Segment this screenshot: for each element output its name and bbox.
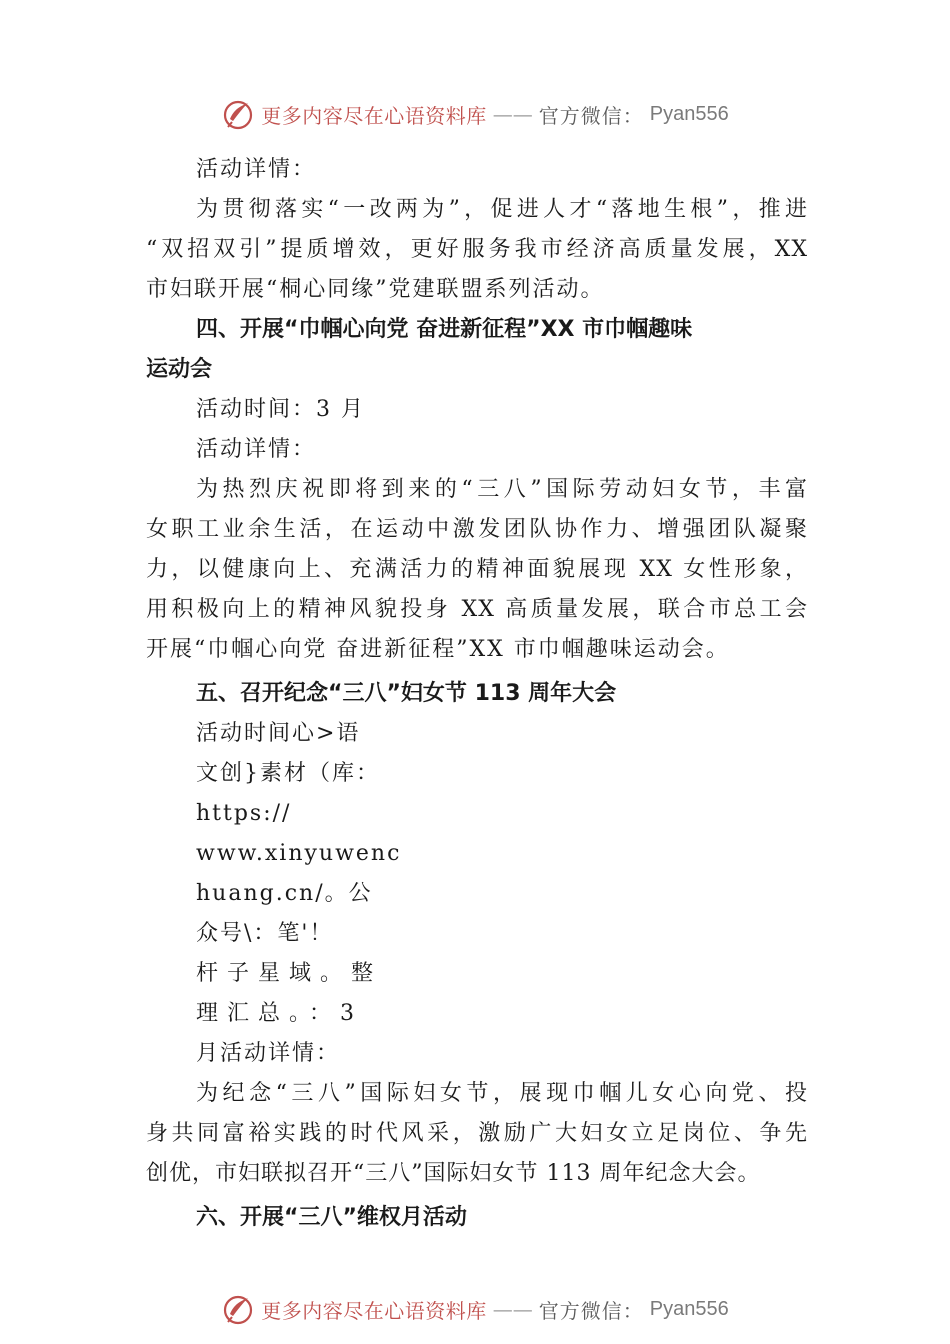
brand-logo-icon [221,97,255,131]
noise-line: www.xinyuwenc [196,841,402,866]
brand-separator: —— [492,102,533,126]
header-banner [0,94,950,134]
noise-line: 众号\：笔'！ [196,921,334,946]
paragraph-line: 用积极向上的精神风貌投身 XX 高质量发展，联合市总工会 [146,597,808,622]
noise-line: 理汇总。：3 [196,1001,363,1026]
paragraph-line: 创优，市妇联拟召开“三八”国际妇女节 113 周年纪念大会。 [146,1161,761,1186]
noise-line: 活动时间心>语 [196,721,361,746]
detail-label: 活动详情： [196,437,317,462]
time-label: 活动时间：3 月 [196,397,365,422]
noise-line: 文创}素材（库： [196,761,380,786]
wechat-id: Pyan556 [649,102,729,125]
noise-line: https:// [196,801,292,826]
brand-name: 更多内容尽在心语资料库 [261,1298,487,1323]
noise-line: 月活动详情： [196,1041,341,1066]
brand-name: 更多内容尽在心语资料库 [261,103,487,128]
paragraph-line: 力，以健康向上、充满活力的精神面貌展现 XX 女性形象， [146,557,808,582]
brand-separator: —— [492,1297,533,1321]
paragraph-line: 开展“巾帼心向党 奋进新征程”XX 市巾帼趣味运动会。 [146,637,730,662]
paragraph-line: “双招双引”提质增效，更好服务我市经济高质量发展，XX [146,237,808,262]
section-heading-4-cont: 运动会 [146,357,213,382]
section-heading-5: 五、召开纪念“三八”妇女节 113 周年大会 [196,681,617,706]
wechat-id: Pyan556 [649,1297,729,1320]
section-heading-4: 四、开展“巾帼心向党 奋进新征程”XX 市巾帼趣味 [196,317,693,342]
noise-line: 杆子星域。整 [196,961,383,986]
section-heading-6: 六、开展“三八”维权月活动 [196,1205,467,1230]
noise-line: huang.cn/。公 [196,881,373,906]
paragraph-line: 为贯彻落实“一改两为”，促进人才“落地生根”，推进 [196,197,808,222]
paragraph-line: 为热烈庆祝即将到来的“三八”国际劳动妇女节，丰富 [196,477,808,502]
paragraph-line: 女职工业余生活，在运动中激发团队协作力、增强团队凝聚 [146,517,808,542]
brand-logo-icon [221,1292,255,1326]
wechat-label: 官方微信： [538,1298,644,1323]
wechat-label: 官方微信： [538,103,644,128]
paragraph-line: 身共同富裕实践的时代风采，激励广大妇女立足岗位、争先 [146,1121,808,1146]
detail-label: 活动详情： [196,157,317,182]
document-body [146,150,808,1238]
footer-banner [0,1289,950,1329]
paragraph-line: 市妇联开展“桐心同缘”党建联盟系列活动。 [146,277,605,302]
paragraph-line: 为纪念“三八”国际妇女节，展现巾帼儿女心向党、投 [196,1081,808,1106]
